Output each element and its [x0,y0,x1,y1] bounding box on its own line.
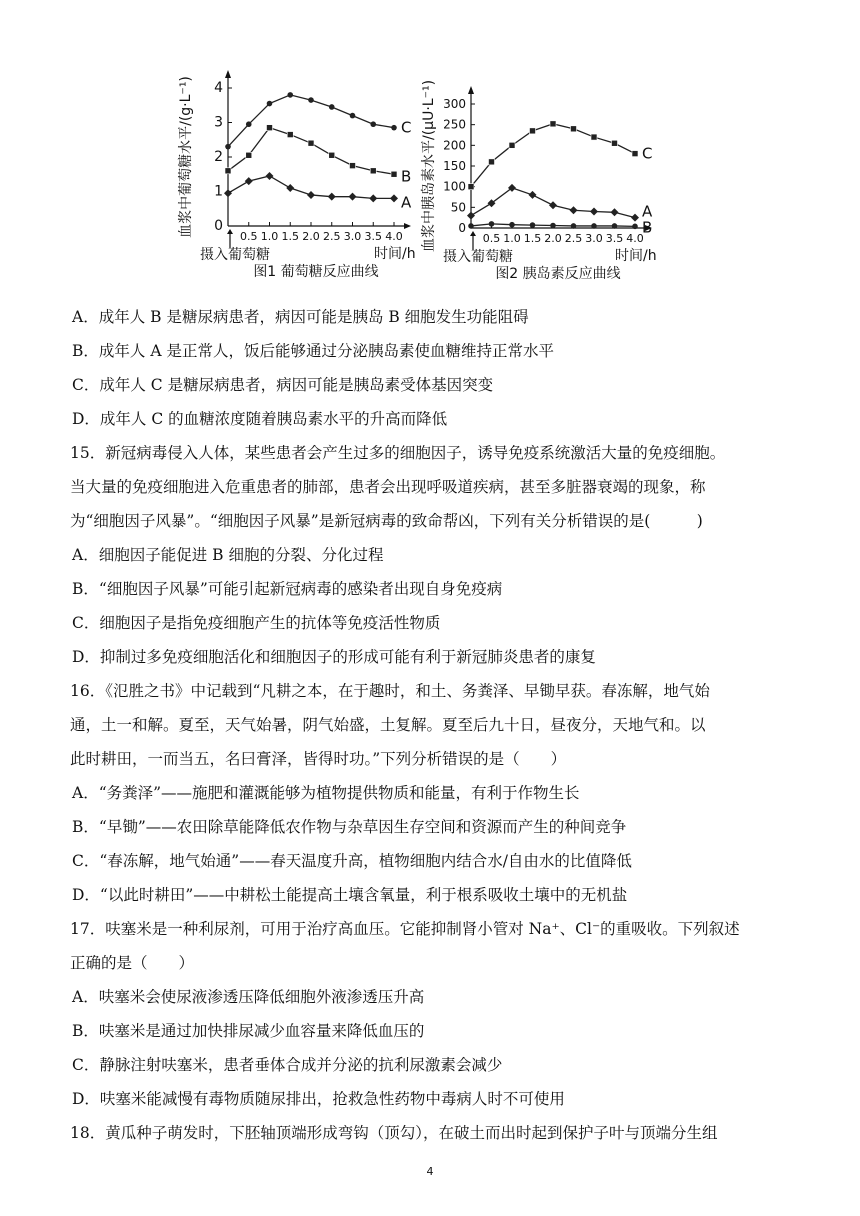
chart1-xtick-label: 2.0 [302,230,320,243]
page-number: 4 [426,1165,434,1178]
chart1-series-a-point [224,189,232,197]
chart1-ytick-label: 3 [214,114,223,131]
chart2-series-b-point [530,222,536,228]
chart1-series-b-point [329,152,335,158]
chart1-x-axis-arrow [404,223,411,229]
chart2-xtick-label: 3.5 [605,232,624,245]
q17-stem-line-1: 17．呋塞米是一种利尿剂，可用于治疗高血压。它能抑制肾小管对 Na⁺、Cl⁻的重吸收。下列叙述 [70,920,740,938]
chart1-series-c-point [287,92,293,98]
q15-stem-line-2: 当大量的免疫细胞进入危重患者的肺部，患者会出现呼吸道疾病，甚至多脏器衰竭的现象，称 [70,478,706,496]
chart2-series-c-point [591,134,597,140]
chart2-ytick-label: 50 [450,200,466,215]
chart2-xtick-label: 2.5 [564,232,583,245]
chart1-xtick-label: 4.0 [385,230,403,243]
chart2-series-c-point [509,142,515,148]
chart1-series-c-point [350,113,356,119]
chart2-x-marker-label: 摄入葡萄糖 [443,249,513,265]
chart1-series-b-point [308,140,314,146]
q17-option-b: B．呋塞米是通过加快排尿减少血容量来降低血压的 [72,1022,425,1040]
chart1-ytick-label: 0 [214,218,223,234]
chart2-series-b-point [550,223,556,229]
q16-option-d: D．“以此时耕田”——中耕松土能提高土壤含氧量，利于根系吸收土壤中的无机盐 [72,886,628,904]
chart1-xtick-label: 2.5 [323,230,341,243]
chart2-series-a-point [611,208,619,216]
q16-option-a: A．“务粪泽”——施肥和灌溉能够为植物提供物质和能量，有利于作物生长 [72,784,580,802]
chart2-series-c-point [571,126,577,132]
chart2-xtick-label: 4.0 [626,232,644,245]
q14-option-d: D．成年人 C 的血糖浓度随着胰岛素水平的升高而降低 [72,410,448,428]
chart1-series-b-line [228,128,394,175]
q15-stem-line-1: 15．新冠病毒侵入人体，某些患者会产生过多的细胞因子，诱导免疫系统激活大量的免疫细胞。 [70,444,726,462]
chart2-ytick-label: 100 [443,179,466,194]
chart1-series-b-point [267,125,273,131]
q14-option-a: A．成年人 B 是糖尿病患者，病因可能是胰岛 B 细胞发生功能阻碍 [72,308,529,326]
chart1-series-b-point [350,163,356,169]
chart2-series-a-point [549,201,557,209]
chart2-series-a-point [590,207,598,215]
q17-option-c: C．静脉注射呋塞米，患者垂体合成并分泌的抗利尿激素会减少 [72,1056,503,1074]
q16-stem-line-1: 16．《氾胜之书》中记载到“凡耕之本，在于趣时，和土、务粪泽、早锄早获。春冻解，地气始 [70,682,710,700]
chart2-series-b-point [489,221,495,227]
q17-option-a: A．呋塞米会使尿液渗透压降低细胞外液渗透压升高 [72,988,425,1006]
chart1-series-b-point [246,152,252,158]
chart2-series-a-label: A [642,202,653,221]
chart2-ytick-label: 300 [443,97,466,111]
chart2-series-c-label: C [642,144,653,163]
chart2-series-a-point [570,206,578,214]
chart1-xtick-label: 0.5 [240,230,258,243]
q16-stem-line-2: 通，土一和解。夏至，天气始暑，阴气始盛，土复解。夏至后九十日，昼夜分，天地气和。以 [70,716,706,734]
chart1-xtick-label: 3.5 [364,230,382,243]
q16-option-b: B．“早锄”——农田除草能降低农作物与杂草因生存空间和资源而产生的种间竞争 [72,818,627,836]
chart2-series-b-point [571,223,577,229]
chart1-xtick-label: 1.5 [281,230,299,243]
chart2-xtick-label: 1.5 [523,232,542,245]
chart1-series-a-point [286,184,294,192]
chart1-xtick-label: 3.0 [343,230,362,243]
chart1-y-axis-arrow [225,70,231,78]
chart1-ytick-label: 4 [214,80,223,96]
q15-option-b: B．“细胞因子风暴”可能引起新冠病毒的感染者出现自身免疫病 [72,580,503,598]
chart1-series-b-point [370,168,376,174]
q17-stem-line-2: 正确的是（ ） [70,954,195,972]
chart1-ytick-label: 1 [214,183,223,200]
chart1-ingest-arrow-head [227,229,233,234]
chart2-series-a-point [529,191,537,199]
chart1-series-c-point [391,125,397,131]
q16-option-c: C．“春冻解，地气始通”——春天温度升高，植物细胞内结合水/自由水的比值降低 [72,852,632,870]
chart1-series-a-point [245,177,253,185]
chart1-series-b-point [225,168,231,174]
chart1-series-c-point [329,104,335,110]
chart2-series-b-point [612,223,618,229]
insulin-response-chart [420,0,850,300]
chart2-series-a-point [631,214,639,222]
q14-option-b: B．成年人 A 是正常人，饭后能够通过分泌胰岛素使血糖维持正常水平 [72,342,554,360]
chart1-series-b-label: B [401,167,412,186]
chart2-series-b-point [591,223,597,229]
chart1-series-c-point [267,101,273,107]
chart1-ytick-label: 2 [214,149,223,165]
chart1-series-a-point [369,194,377,202]
chart1-series-b-point [391,171,397,177]
chart1-series-a-point [307,191,315,199]
chart2-xtick-label: 2.0 [544,232,562,245]
q15-option-c: C．细胞因子是指免疫细胞产生的抗体等免疫活性物质 [72,614,441,632]
chart2-series-a-point [467,212,475,220]
chart1-series-a-point [266,172,274,180]
chart2-y-axis-arrow [468,86,474,94]
chart2-ytick-label: 200 [443,138,466,153]
chart2-title: 图2 胰岛素反应曲线 [495,266,621,282]
chart2-series-c-line [471,124,635,187]
chart2-xtick-label: 1.0 [503,232,521,245]
chart1-series-b-point [287,132,293,138]
chart2-ytick-label: 0 [458,221,466,235]
chart2-ytick-label: 150 [443,159,466,173]
chart2-xtick-label: 3.0 [585,232,603,245]
glucose-response-chart [0,0,430,300]
chart2-series-c-point [530,128,536,134]
q15-option-a: A．细胞因子能促进 B 细胞的分裂、分化过程 [72,546,384,564]
chart2-series-b-label: B [642,218,653,237]
chart1-series-c-point [225,144,231,150]
chart1-series-a-point [349,193,357,201]
chart2-series-c-point [612,140,618,146]
figures-area [0,0,860,300]
chart1-title: 图1 葡萄糖反应曲线 [253,264,379,280]
chart2-ytick-label: 250 [443,117,466,132]
chart1-series-a-point [390,194,398,202]
q16-stem-line-3: 此时耕田，一而当五，名曰膏泽，皆得时功。”下列分析错误的是（ ） [70,750,567,768]
chart2-xlabel: 时间/h [615,248,657,264]
chart1-xtick-label: 1.0 [260,230,279,243]
q18-stem-line-1: 18．黄瓜种子萌发时，下胚轴顶端形成弯钩（顶勾），在破土而出时起到保护子叶与顶端分生组 [70,1124,718,1142]
chart2-xtick-label: 0.5 [482,232,501,245]
question-text [70,300,798,1150]
chart1-series-a-label: A [401,193,412,212]
chart1-xlabel: 时间/h [374,246,416,262]
chart2-series-c-point [550,121,556,127]
chart1-series-c-point [370,121,376,127]
q15-option-d: D．抑制过多免疫细胞活化和细胞因子的形成可能有利于新冠肺炎患者的康复 [72,648,596,666]
q14-option-c: C．成年人 C 是糖尿病患者，病因可能是胰岛素受体基因突变 [72,376,494,394]
chart2-series-b-point [632,224,638,230]
chart2-series-b-point [509,222,515,228]
chart2-series-b-point [468,223,474,229]
chart1-series-c-label: C [401,118,412,137]
chart2-ingest-arrow-head [470,231,476,236]
chart1-series-c-point [308,97,314,103]
chart1-series-c-point [246,121,252,127]
chart2-series-c-point [468,184,474,190]
chart2-series-c-point [489,159,495,165]
chart1-x-marker-label: 摄入葡萄糖 [200,247,270,263]
chart2-ylabel: 血浆中胰岛素水平/(μU·L⁻¹) [421,79,437,253]
q15-stem-line-3: 为“细胞因子风暴”。“细胞因子风暴”是新冠病毒的致命帮凶，下列有关分析错误的是( ) [70,512,703,530]
chart2-series-c-point [632,151,638,157]
chart1-series-a-point [328,193,336,201]
q17-option-d: D．呋塞米能减慢有毒物质随尿排出，抢救急性药物中毒病人时不可使用 [72,1090,565,1108]
chart1-ylabel: 血浆中葡萄糖水平/(g·L⁻¹) [178,76,194,238]
